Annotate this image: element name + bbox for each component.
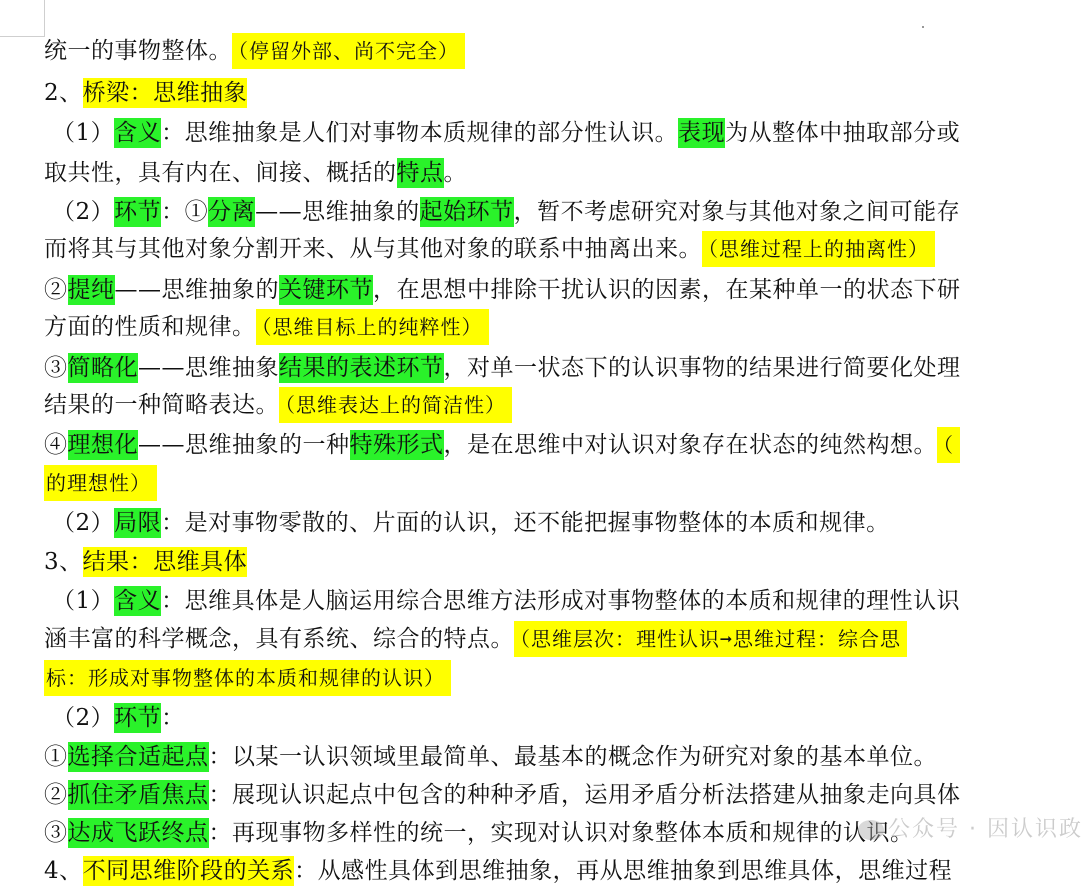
section-title-highlight: 桥梁：思维抽象 xyxy=(82,80,248,106)
line-12 xyxy=(44,464,157,502)
section-number: 2、 xyxy=(44,80,83,106)
keyword-highlight: 环节 xyxy=(114,705,162,731)
section-title-highlight: 不同思维阶段的关系 xyxy=(82,858,295,884)
text: 涵丰富的科学概念，具有系统、综合的特点。 xyxy=(44,626,514,652)
note-highlight: （思维层次：理性认识➞思维过程：综合思 xyxy=(514,621,907,657)
note-highlight: （思维表达上的简洁性） xyxy=(279,387,512,423)
text: ：① xyxy=(161,199,209,225)
line-3 xyxy=(52,114,960,152)
circled-number: ① xyxy=(44,744,68,770)
line-9 xyxy=(44,349,961,387)
text: ：思维具体是人脑运用综合思维方法形成对事物整体的本质和规律的理性认识 xyxy=(161,588,961,614)
text: ——思维抽象的 xyxy=(114,277,279,303)
item-number: （2） xyxy=(52,510,115,536)
keyword-highlight: 抓住矛盾焦点 xyxy=(67,782,209,808)
text: ：以某一认识领域里最简单、最基本的概念作为研究对象的基本单位。 xyxy=(208,744,937,770)
item-number: （2） xyxy=(52,199,115,225)
text: ——思维抽象的一种 xyxy=(138,432,350,458)
line-11 xyxy=(44,426,960,464)
section-title-highlight: 结果：思维具体 xyxy=(82,549,248,575)
text: 取共性，具有内在、间接、概括的 xyxy=(44,160,397,186)
line-10 xyxy=(44,386,512,424)
keyword-highlight: 达成飞跃终点 xyxy=(67,820,209,846)
text: ——思维抽象的 xyxy=(255,199,420,225)
line-6 xyxy=(44,230,935,268)
line-16 xyxy=(44,620,907,658)
note-highlight: 的理想性） xyxy=(44,465,157,501)
text: 统一的事物整体。 xyxy=(44,38,232,64)
keyword-highlight: 起始环节 xyxy=(419,199,514,225)
line-15 xyxy=(52,582,960,620)
note-highlight: （停留外部、尚不完全） xyxy=(232,33,465,69)
section-number: 4、 xyxy=(44,858,83,884)
wechat-icon xyxy=(858,820,884,840)
keyword-highlight: 环节 xyxy=(114,199,162,225)
text: ，是在思维中对认识对象存在状态的纯然构想。 xyxy=(443,432,937,458)
circled-number: ② xyxy=(44,277,68,303)
section-heading-2 xyxy=(44,74,247,112)
text: ：是对事物零散的、片面的认识，还不能把握事物整体的本质和规律。 xyxy=(161,510,890,536)
text: ：展现认识起点中包含的种种矛盾，运用矛盾分析法搭建从抽象走向具体 xyxy=(208,782,961,808)
section-heading-4 xyxy=(44,852,952,890)
keyword-highlight: 选择合适起点 xyxy=(67,744,209,770)
line-19 xyxy=(44,738,937,776)
keyword-highlight: 理想化 xyxy=(67,432,138,458)
text: ：思维抽象是人们对事物本质规律的部分性认识。 xyxy=(161,120,679,146)
keyword-highlight: 提纯 xyxy=(67,277,115,303)
keyword-highlight: 含义 xyxy=(114,588,162,614)
note-highlight: 标：形成对事物整体的本质和规律的认识） xyxy=(44,660,451,696)
watermark xyxy=(858,812,1083,843)
keyword-highlight: 特点 xyxy=(396,160,444,186)
text: ：再现事物多样性的统一，实现对认识对象整体本质和规律的认识。 xyxy=(208,820,914,846)
note-highlight: （思维过程上的抽离性） xyxy=(702,231,935,267)
note-highlight: （ xyxy=(937,427,960,463)
line-13 xyxy=(52,504,890,542)
circled-number: ② xyxy=(44,782,68,808)
line-7 xyxy=(44,271,961,309)
line-20 xyxy=(44,776,961,814)
text: 。 xyxy=(443,160,467,186)
line-21 xyxy=(44,814,914,852)
text: ——思维抽象 xyxy=(138,355,279,381)
text: ，暂不考虑研究对象与其他对象之间可能存 xyxy=(513,199,961,225)
circled-number: ③ xyxy=(44,355,68,381)
keyword-highlight: 简略化 xyxy=(67,355,138,381)
circled-number: ③ xyxy=(44,820,68,846)
keyword-highlight: 局限 xyxy=(114,510,162,536)
text: 而将其与其他对象分割开来、从与其他对象的联系中抽离出来。 xyxy=(44,236,702,262)
text: ，对单一状态下的认识事物的结果进行简要化处理 xyxy=(443,355,961,381)
item-number: （1） xyxy=(52,588,115,614)
keyword-highlight: 关键环节 xyxy=(279,277,373,303)
keyword-highlight: 特殊形式 xyxy=(349,432,444,458)
line-17 xyxy=(44,659,451,697)
keyword-highlight: 结果的表述环节 xyxy=(279,355,444,381)
keyword-highlight: 含义 xyxy=(114,120,162,146)
line-4 xyxy=(44,154,467,192)
line-1 xyxy=(44,32,465,70)
watermark-text: 公众号 · 因认识政 xyxy=(888,817,1083,842)
text: ，在思想中排除干扰认识的因素，在某种单一的状态下研 xyxy=(373,277,961,303)
item-number: （1） xyxy=(52,120,115,146)
text: 为从整体中抽取部分或 xyxy=(725,120,961,146)
note-highlight: （思维目标上的纯粹性） xyxy=(256,309,489,345)
section-number: 3、 xyxy=(44,549,83,575)
text: ： xyxy=(161,705,185,731)
text: ：从感性具体到思维抽象，再从思维抽象到思维具体，思维过程 xyxy=(294,858,953,884)
text: 方面的性质和规律。 xyxy=(44,314,256,340)
section-heading-3 xyxy=(44,543,247,581)
item-number: （2） xyxy=(52,705,115,731)
keyword-highlight: 表现 xyxy=(678,120,726,146)
line-5 xyxy=(52,193,960,231)
circled-number: ④ xyxy=(44,432,68,458)
line-8 xyxy=(44,308,489,346)
keyword-highlight: 分离 xyxy=(208,199,256,225)
line-18 xyxy=(52,699,185,737)
text: 结果的一种简略表达。 xyxy=(44,392,279,418)
